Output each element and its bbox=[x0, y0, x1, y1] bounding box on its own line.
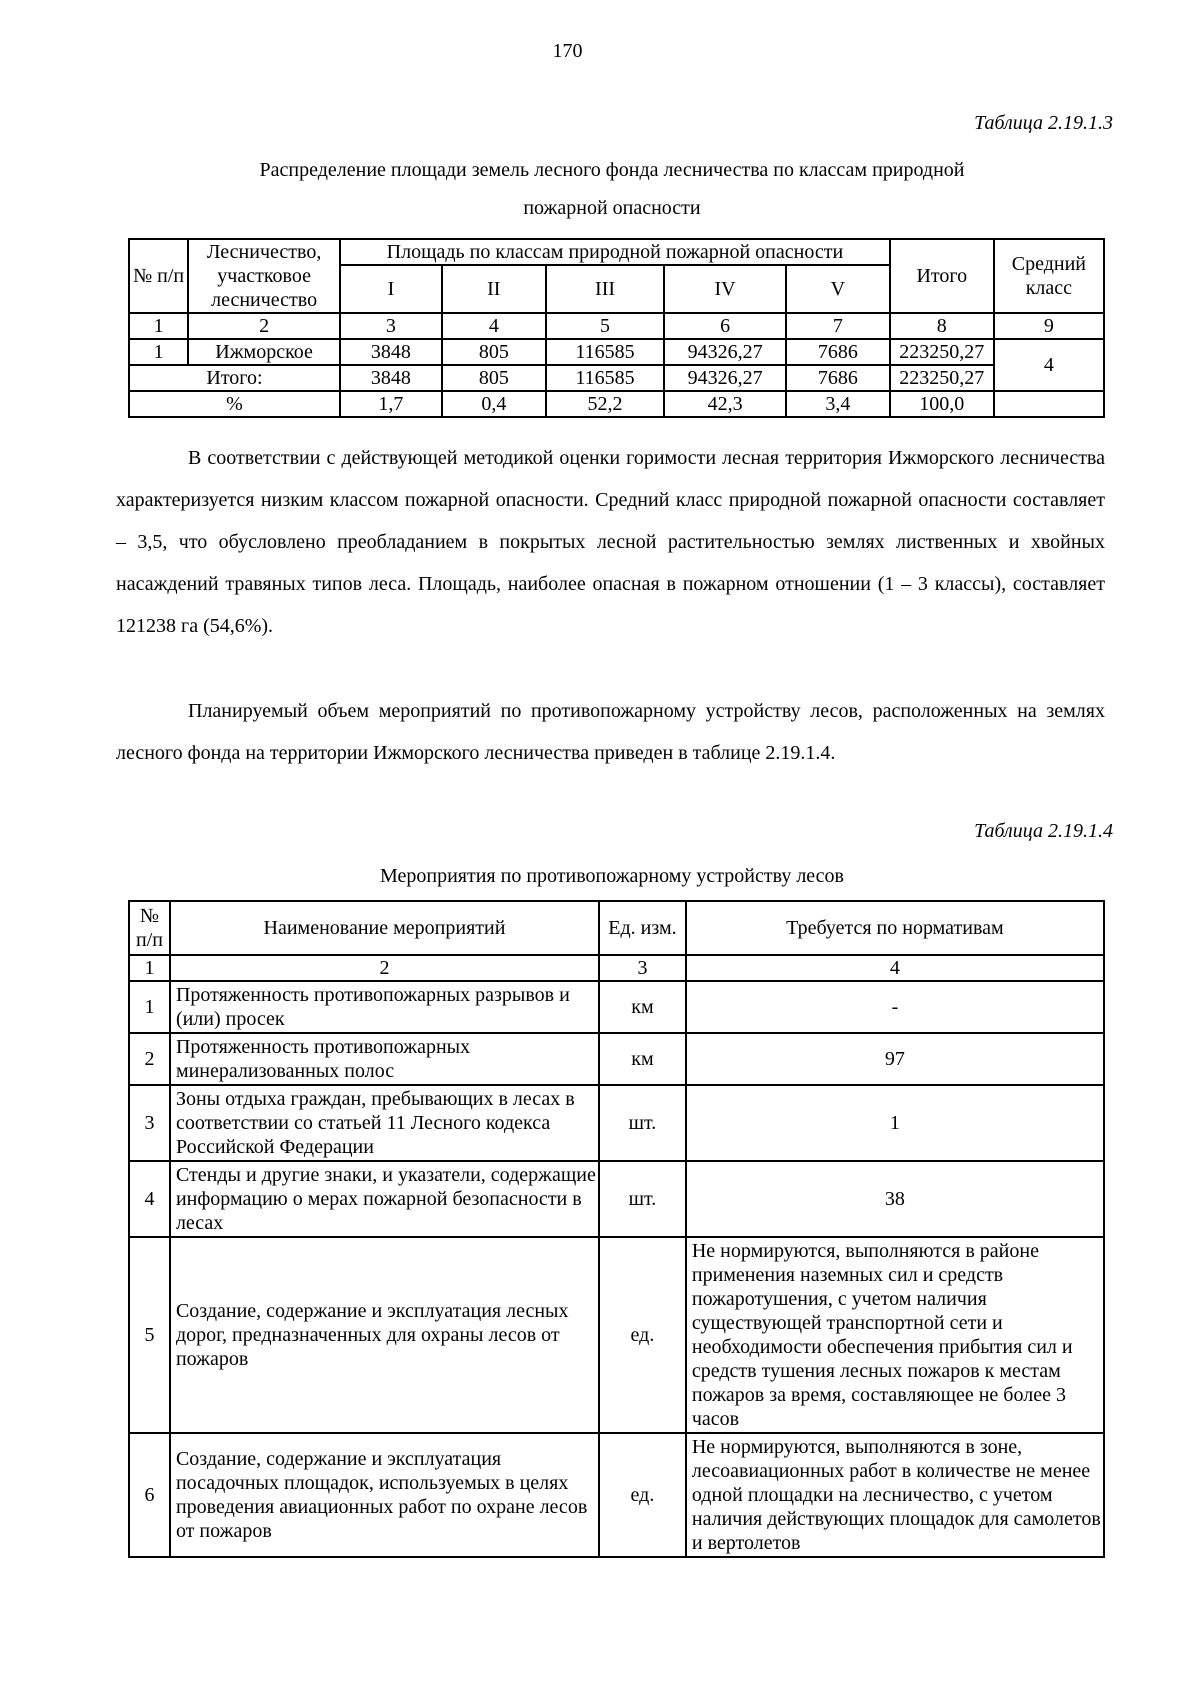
table1-caption bbox=[118, 151, 1106, 227]
row-value: 1,7 bbox=[340, 391, 442, 417]
col-number: 2 bbox=[170, 955, 599, 981]
row-unit: ед. bbox=[599, 1433, 686, 1557]
col-number: 7 bbox=[786, 313, 890, 339]
header-class: III bbox=[546, 265, 664, 313]
col-number: 3 bbox=[599, 955, 686, 981]
table-row bbox=[129, 339, 1104, 365]
row-name: Протяженность противопожарных минерализованных полос bbox=[170, 1033, 599, 1085]
row-value: 805 bbox=[442, 365, 546, 391]
col-number: 9 bbox=[994, 313, 1104, 339]
table-row bbox=[129, 1161, 1104, 1237]
row-required: Не нормируются, выполняются в районе применения наземных сил и средств пожаротушения, с учетом наличия существующей транспортной сети и необходимости обеспечения прибытия сил и средств тушения лесных пожаров к местам пожаров за время, составляющее не более 3 часов bbox=[686, 1237, 1104, 1433]
row-num: 4 bbox=[129, 1161, 170, 1237]
paragraph-1: В соответствии с действующей методикой оценки горимости лесная территория Ижморского лесничества характеризуется низким классом пожарной опасности. Средний класс природной пожарной опасности составляет – 3,5, что обусловлено преобладанием в покрытых лесной растительностью землях лиственных и хвойных насаждений травяных типов леса. Площадь, наиболее опасная в пожарном отношении (1 – 3 классы), составляет 121238 га (54,6%). bbox=[116, 447, 1105, 637]
col-number: 3 bbox=[340, 313, 442, 339]
row-name: Протяженность противопожарных разрывов и (или) просек bbox=[170, 981, 599, 1033]
row-value: 52,2 bbox=[546, 391, 664, 417]
row-value: 0,4 bbox=[442, 391, 546, 417]
col-number: 5 bbox=[546, 313, 664, 339]
row-unit: шт. bbox=[599, 1085, 686, 1161]
fire-prevention-measures-table bbox=[128, 900, 1105, 1558]
total-row bbox=[129, 365, 1104, 391]
row-num: 6 bbox=[129, 1433, 170, 1557]
header-unit: Ед. изм. bbox=[599, 901, 686, 955]
row-unit: шт. bbox=[599, 1161, 686, 1237]
table-row bbox=[129, 1237, 1104, 1433]
row-total: 100,0 bbox=[890, 391, 994, 417]
table1-caption-line1: Распределение площади земель лесного фонда лесничества по классам природной bbox=[259, 159, 965, 181]
row-num: 5 bbox=[129, 1237, 170, 1433]
row-unit: ед. bbox=[599, 1237, 686, 1433]
row-value: 7686 bbox=[786, 365, 890, 391]
row-value: 7686 bbox=[786, 339, 890, 365]
table1-caption-line2: пожарной опасности bbox=[523, 197, 701, 219]
header-avg-class: Средний класс bbox=[994, 239, 1104, 313]
avg-class-value: 4 bbox=[994, 339, 1104, 391]
row-required: 38 bbox=[686, 1161, 1104, 1237]
row-value: 3848 bbox=[340, 339, 442, 365]
col-number: 2 bbox=[188, 313, 340, 339]
row-num: 1 bbox=[129, 339, 188, 365]
row-value: 3,4 bbox=[786, 391, 890, 417]
table-row bbox=[129, 1085, 1104, 1161]
percent-row bbox=[129, 391, 1104, 417]
row-num: 3 bbox=[129, 1085, 170, 1161]
header-total: Итого bbox=[890, 239, 994, 313]
col-number: 4 bbox=[686, 955, 1104, 981]
row-value: 42,3 bbox=[664, 391, 786, 417]
row-name: Создание, содержание и эксплуатация лесных дорог, предназначенных для охраны лесов от пожаров bbox=[170, 1237, 599, 1433]
empty-cell bbox=[994, 391, 1104, 417]
row-value: 94326,27 bbox=[664, 339, 786, 365]
header-num: № п/п bbox=[129, 239, 188, 313]
row-num: 1 bbox=[129, 981, 170, 1033]
row-value: 116585 bbox=[546, 339, 664, 365]
row-name: Зоны отдыха граждан, пребывающих в лесах в соответствии со статьей 11 Лесного кодекса Российской Федерации bbox=[170, 1085, 599, 1161]
header-class: II bbox=[442, 265, 546, 313]
row-value: 3848 bbox=[340, 365, 442, 391]
row-unit: км bbox=[599, 981, 686, 1033]
table-row bbox=[129, 1033, 1104, 1085]
row-value: 94326,27 bbox=[664, 365, 786, 391]
paragraph-2: Планируемый объем мероприятий по противопожарному устройству лесов, расположенных на землях лесного фонда на территории Ижморского лесничества приведен в таблице 2.19.1.4. bbox=[116, 700, 1105, 764]
row-required: - bbox=[686, 981, 1104, 1033]
row-required: Не нормируются, выполняются в зоне, лесоавиационных работ в количестве не менее одной площадки на лесничество, с учетом наличия действующих площадок для самолетов и вертолетов bbox=[686, 1433, 1104, 1557]
table-row bbox=[129, 1433, 1104, 1557]
row-num: 2 bbox=[129, 1033, 170, 1085]
col-number: 1 bbox=[129, 313, 188, 339]
page-number: 170 bbox=[552, 40, 583, 62]
row-name: Создание, содержание и эксплуатация посадочных площадок, используемых в целях проведения авиационных работ по охране лесов от пожаров bbox=[170, 1433, 599, 1557]
percent-row-label: % bbox=[129, 391, 340, 417]
header-num: № п/п bbox=[129, 901, 170, 955]
table2-caption: Мероприятия по противопожарному устройству лесов bbox=[379, 865, 845, 887]
header-class: IV bbox=[664, 265, 786, 313]
row-required: 97 bbox=[686, 1033, 1104, 1085]
header-name: Наименование мероприятий bbox=[170, 901, 599, 955]
header-class: I bbox=[340, 265, 442, 313]
row-unit: км bbox=[599, 1033, 686, 1085]
row-total: 223250,27 bbox=[890, 365, 994, 391]
col-number: 8 bbox=[890, 313, 994, 339]
row-required: 1 bbox=[686, 1085, 1104, 1161]
row-name: Стенды и другие знаки, и указатели, содержащие информацию о мерах пожарной безопасности в лесах bbox=[170, 1161, 599, 1237]
total-row-label: Итого: bbox=[129, 365, 340, 391]
table2-label: Таблица 2.19.1.4 bbox=[974, 820, 1113, 842]
row-forestry-name: Ижморское bbox=[188, 339, 340, 365]
header-required: Требуется по нормативам bbox=[686, 901, 1104, 955]
header-area-group: Площадь по классам природной пожарной опасности bbox=[340, 239, 890, 265]
row-value: 805 bbox=[442, 339, 546, 365]
fire-danger-classes-table bbox=[128, 238, 1105, 418]
col-number: 4 bbox=[442, 313, 546, 339]
col-number: 1 bbox=[129, 955, 170, 981]
header-class: V bbox=[786, 265, 890, 313]
col-number: 6 bbox=[664, 313, 786, 339]
table-row bbox=[129, 981, 1104, 1033]
row-value: 116585 bbox=[546, 365, 664, 391]
table1-label: Таблица 2.19.1.3 bbox=[974, 112, 1113, 134]
header-forestry: Лесничество, участковое лесничество bbox=[188, 239, 340, 313]
row-total: 223250,27 bbox=[890, 339, 994, 365]
